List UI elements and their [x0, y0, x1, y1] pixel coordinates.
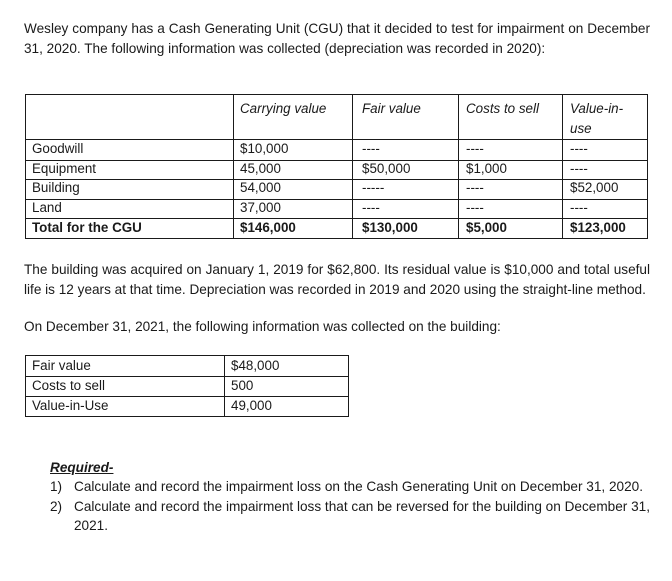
header-carrying-value: Carrying value	[240, 101, 327, 116]
total-fair: $130,000	[362, 220, 418, 235]
row-label-goodwill: Goodwill	[32, 141, 84, 156]
cgu-table	[25, 94, 648, 239]
dec2021-paragraph: On December 31, 2021, the following information was collected on the building:	[24, 319, 501, 334]
cell-costs: ----	[466, 141, 484, 156]
cell-costs: ----	[466, 200, 484, 215]
required-item-text: Calculate and record the impairment loss on the Cash Generating Unit on December 31, 2020.	[74, 479, 643, 494]
cell-costs: ----	[466, 180, 484, 195]
required-heading: Required-	[50, 460, 114, 475]
intro-paragraph: Wesley company has a Cash Generating Unit (CGU) that it decided to test for impairment on December 31, 2020. The following information was collected (depreciation was recorded in 2020):	[24, 21, 650, 56]
required-item-text: Calculate and record the impairment loss that can be reversed for the building on December 31, 2021.	[74, 498, 650, 533]
building-paragraph: The building was acquired on January 1, 2019 for $62,800. Its residual value is $10,000 and total useful life is 12 years at that time. Depreciation was recorded in 2019 and 2020 using the straight-line method.	[24, 262, 650, 297]
total-carrying: $146,000	[240, 220, 296, 235]
required-item-number: 1)	[50, 479, 63, 494]
row-label-equipment: Equipment	[32, 161, 97, 176]
cell-fair: -----	[362, 180, 385, 195]
cell-costs: $1,000	[466, 161, 507, 176]
header-fair-value: Fair value	[362, 101, 421, 116]
total-viu: $123,000	[570, 220, 626, 235]
cell-fair: ----	[362, 141, 380, 156]
building-row-value: 49,000	[231, 398, 272, 413]
cell-viu: ----	[570, 141, 588, 156]
required-item	[50, 497, 650, 536]
cell-viu: ----	[570, 200, 588, 215]
header-costs-to-sell: Costs to sell	[466, 101, 539, 116]
required-item	[50, 477, 650, 497]
required-item-number: 2)	[50, 498, 63, 514]
required-list	[50, 477, 650, 536]
row-label-total: Total for the CGU	[32, 220, 142, 235]
cell-fair: ----	[362, 200, 380, 215]
building-table	[25, 355, 349, 417]
cell-carrying: 54,000	[240, 180, 281, 195]
row-label-building: Building	[32, 180, 80, 195]
building-row-label: Costs to sell	[32, 378, 105, 393]
total-costs: $5,000	[466, 220, 507, 235]
building-row-label: Fair value	[32, 358, 91, 373]
cell-viu: $52,000	[570, 180, 619, 195]
cell-carrying: $10,000	[240, 141, 289, 156]
header-value-in-use: Value-in-use	[570, 101, 624, 136]
cell-fair: $50,000	[362, 161, 411, 176]
cell-viu: ----	[570, 161, 588, 176]
building-row-value: $48,000	[231, 358, 280, 373]
building-row-label: Value-in-Use	[32, 398, 109, 413]
cell-carrying: 45,000	[240, 161, 281, 176]
cell-carrying: 37,000	[240, 200, 281, 215]
building-row-value: 500	[231, 378, 254, 393]
row-label-land: Land	[32, 200, 62, 215]
